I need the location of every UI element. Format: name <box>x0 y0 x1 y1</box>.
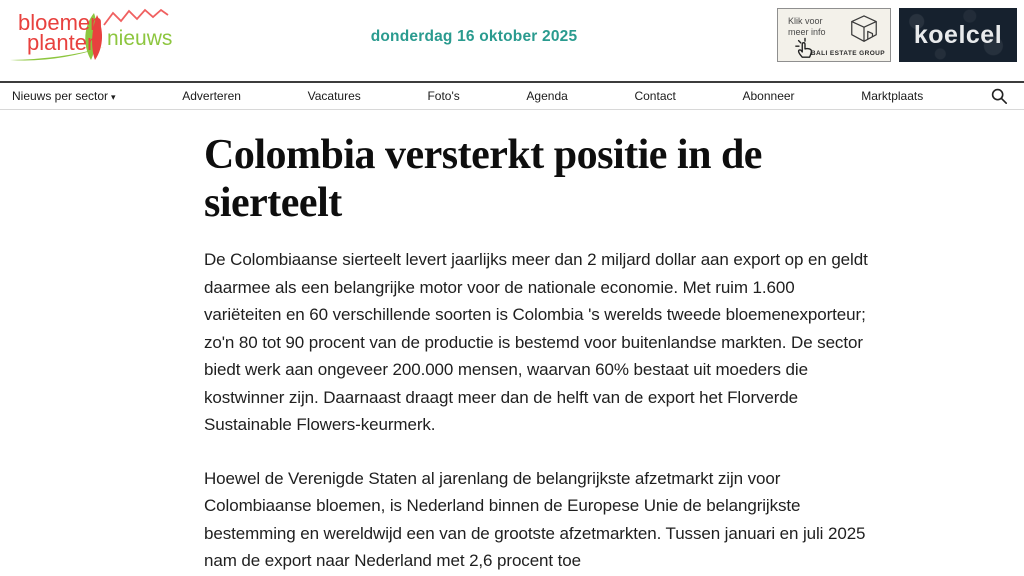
site-logo[interactable] <box>8 5 178 67</box>
search-icon <box>990 87 1008 105</box>
logo-graphic <box>8 5 178 67</box>
nav-item-fotos[interactable]: Foto's <box>427 89 460 103</box>
ad-bali-estate[interactable] <box>777 8 891 62</box>
search-button[interactable] <box>990 87 1008 105</box>
nav-item-adverteren[interactable]: Adverteren <box>182 89 241 103</box>
ad-koelcel-label: koelcel <box>913 20 1003 49</box>
main-nav <box>0 81 1024 110</box>
nav-item-agenda[interactable]: Agenda <box>526 89 568 103</box>
nav-item-marktplaats[interactable]: Marktplaats <box>861 89 924 103</box>
article-title: Colombia versterkt positie in de sierteelt <box>204 132 762 226</box>
ad-koelcel[interactable] <box>899 8 1017 62</box>
nav-item-abonneer[interactable]: Abonneer <box>742 89 795 103</box>
article-paragraph: Hoewel de Verenigde Staten al jarenlang de belangrijkste afzetmarkt zijn voor Colombiaanse bloemen, is Nederland binnen de Europese Unie de belangrijkste bestemming en wereldwijd een van de grootste afzetmarkten. Tussen januari en juli 2025 nam de export naar Nederland met 2,6 procent toe <box>204 468 866 570</box>
nav-item-contact[interactable]: Contact <box>634 89 676 103</box>
current-date: donderdag 16 oktober 2025 <box>370 28 578 45</box>
nav-item-nieuws-per-sector[interactable]: Nieuws per sector ▾ <box>12 89 116 103</box>
article <box>204 131 868 575</box>
site-header <box>0 0 1024 81</box>
ad-bali-info-text: Klik voor meer info <box>788 16 826 37</box>
article-paragraph: De Colombiaanse sierteelt levert jaarlijks meer dan 2 miljard dollar aan export op en geldt daarmee als een belangrijke motor voor de nationale economie. Met ruim 1.600 variëteiten en 60 verschillende soorten is Colombia 's werelds tweede bloemenexporteur; zo'n 80 tot 90 procent van de productie is bestemd voor buitenlandse markten. De sector biedt werk aan ongeveer 200.000 mensen, waarvan 60% bestaat uit moeders die kostwinner zijn. Daarnaast draagt meer dan de helft van de export het Florverde Sustainable Flowers-keurmerk. <box>204 250 868 434</box>
nav-item-vacatures[interactable]: Vacatures <box>307 89 361 103</box>
svg-text:nieuws: nieuws <box>107 27 173 50</box>
ad-banners <box>777 8 1017 62</box>
chevron-down-icon: ▾ <box>111 92 116 102</box>
logo-zigzag-icon <box>104 10 168 25</box>
svg-text:planten: planten <box>27 30 100 55</box>
estate-building-icon <box>848 13 880 52</box>
svg-text:bloemen: bloemen <box>18 10 103 35</box>
ad-bali-brand-text: BALI ESTATE GROUP <box>810 50 885 57</box>
